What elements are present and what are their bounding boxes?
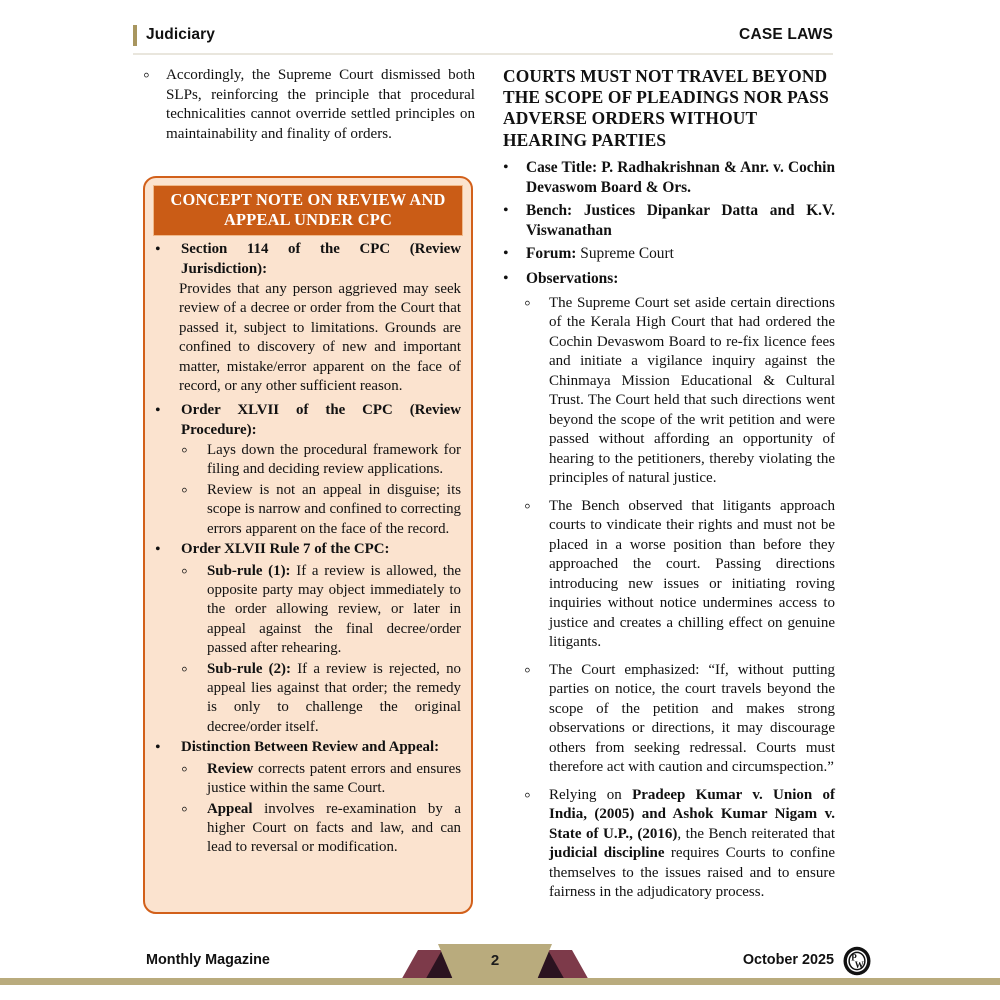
concept-sub-body: If a review is rejected, no appeal lies against that order; the remedy is only to challenge the original decree/order itself.	[207, 660, 461, 735]
list-item	[155, 738, 461, 759]
observations-label: Observations:	[526, 269, 619, 287]
concept-sub-text	[207, 562, 461, 659]
case-meta-label: Case Title:	[526, 158, 598, 176]
list-item	[181, 441, 461, 480]
observations-list	[503, 661, 835, 778]
header-left	[133, 25, 215, 46]
circle-bullet-icon	[524, 661, 549, 683]
list-item	[155, 540, 461, 561]
circle-bullet-icon	[524, 294, 549, 316]
disc-bullet-icon	[503, 158, 526, 179]
case-meta-label: Bench:	[526, 202, 573, 220]
footer-bar	[0, 978, 1000, 985]
circle-bullet-icon	[524, 497, 549, 519]
header-section-title: Judiciary	[146, 26, 215, 43]
citation-middle: , the Bench reiterated that	[677, 825, 835, 842]
list-item	[181, 481, 461, 539]
concept-sub-list	[155, 760, 461, 858]
observation-text: The Bench observed that litigants approach courts to vindicate their rights and must not be placed in a worse position than before they approached the court. Passing directions introducing new issues or initiating roving inquiries without notice undermines access to justice and creates a chilling effect on genuine litigants.	[549, 497, 835, 651]
list-item	[181, 660, 461, 738]
list-item	[503, 244, 835, 265]
concept-sub-lead: Sub-rule (1):	[207, 562, 291, 579]
concept-note-body	[153, 236, 463, 857]
list-item	[503, 269, 835, 290]
footer-right-text: October 2025	[742, 952, 834, 968]
citation-cases: Pradeep Kumar v. Union of India, (2005) and Ashok Kumar Nigam v. State of U.P., (2016)	[549, 786, 835, 842]
svg-text:W: W	[854, 959, 864, 970]
concept-sub-lead: Review	[207, 760, 254, 777]
concept-sub-lead: Sub-rule (2):	[207, 660, 291, 677]
observations-list	[503, 294, 835, 489]
disc-bullet-icon	[503, 244, 526, 265]
page-footer	[0, 930, 1000, 1000]
page-number: 2	[490, 952, 500, 969]
circle-bullet-icon	[181, 760, 207, 782]
disc-bullet-icon	[155, 540, 181, 561]
disc-bullet-icon	[155, 240, 181, 261]
observation-text-citation	[549, 786, 835, 903]
concept-item-heading: Order XLVII of the CPC (Review Procedure):	[181, 402, 461, 438]
list-item	[181, 800, 461, 858]
concept-sub-lead: Appeal	[207, 800, 253, 817]
concept-sub-text	[207, 660, 461, 738]
case-meta-value: Justices Dipankar Datta and K.V. Viswanathan	[526, 202, 835, 239]
list-item	[181, 562, 461, 659]
header-accent-bar	[133, 25, 137, 46]
left-column	[141, 66, 475, 150]
concept-sub-text	[207, 760, 461, 799]
disc-bullet-icon	[155, 738, 181, 759]
concept-note-box	[143, 176, 473, 914]
concept-item-heading: Section 114 of the CPC (Review Jurisdiction):	[181, 241, 461, 277]
concept-sub-list	[155, 441, 461, 539]
list-item	[524, 661, 835, 778]
list-item	[503, 201, 835, 240]
circle-bullet-icon	[141, 66, 166, 88]
list-item	[524, 294, 835, 489]
header-inner	[133, 22, 833, 48]
list-item	[141, 66, 475, 144]
concept-item-heading: Order XLVII Rule 7 of the CPC:	[181, 540, 390, 557]
concept-sub-text: Review is not an appeal in disguise; its scope is narrow and confined to correcting errors apparent on the face of the record.	[207, 481, 461, 537]
case-meta-label: Forum:	[526, 245, 577, 263]
list-item	[524, 497, 835, 653]
concept-sub-body: involves re-examination by a higher Court on facts and law, and can lead to reversal or modification.	[207, 800, 461, 856]
case-meta-value: P. Radhakrishnan & Anr. v. Cochin Devaswom Board & Ors.	[526, 158, 835, 196]
circle-bullet-icon	[181, 441, 207, 463]
concept-sub-body: corrects patent errors and ensures justice within the same Court.	[207, 760, 461, 797]
header-divider	[133, 53, 833, 55]
concept-note-title: CONCEPT NOTE ON REVIEW AND APPEAL UNDER CPC	[153, 185, 463, 236]
lead-paragraph: Accordingly, the Supreme Court dismissed both SLPs, reinforcing the principle that procedural technicalities cannot override settled principles on maintainability and finality of orders.	[166, 67, 475, 142]
observations-list	[503, 497, 835, 653]
observation-text: The Supreme Court set aside certain directions of the Kerala High Court that had ordered the Cochin Devaswom Board to re-fix licence fees and initiate a vigilance inquiry against the Chinmaya Mission Educational & Cultural Trust. The Court held that such directions went beyond the scope of the writ petition and were passed without affording an opportunity of hearing to the petitioners, thereby violating the principles of natural justice.	[549, 294, 835, 487]
case-meta-row	[526, 158, 835, 197]
citation-suffix: requires Courts to confine themselves to the issues raised and to ensure fairness in the adjudicatory process.	[549, 845, 835, 901]
concept-sub-list	[155, 562, 461, 737]
list-item	[155, 240, 461, 279]
pw-logo-icon	[842, 946, 872, 976]
list-item	[503, 158, 835, 197]
concept-item-heading: Distinction Between Review and Appeal:	[181, 739, 440, 756]
svg-text:P: P	[851, 952, 857, 963]
disc-bullet-icon	[155, 401, 181, 422]
observations-list	[503, 786, 835, 903]
header-category-title: CASE LAWS	[739, 26, 833, 43]
case-meta-value: Supreme Court	[576, 245, 674, 263]
right-column	[503, 66, 835, 911]
circle-bullet-icon	[181, 800, 207, 822]
case-heading: COURTS MUST NOT TRAVEL BEYOND THE SCOPE OF PLEADINGS NOR PASS ADVERSE ORDERS WITHOUT HEARING PARTIES	[503, 66, 829, 150]
concept-item-paragraph: Provides that any person aggrieved may seek review of a decree or order from the Court that passed it, subject to limitations. Grounds are confined to discovery of new and important matter, mistake/error apparent on the face of record, or any other sufficient reason.	[179, 281, 461, 394]
case-meta-row	[526, 201, 835, 240]
case-meta-row	[526, 244, 674, 264]
footer-left-text: Monthly Magazine	[146, 952, 270, 968]
circle-bullet-icon	[181, 660, 207, 682]
list-item	[524, 786, 835, 903]
concept-sub-text: Lays down the procedural framework for filing and deciding review applications.	[207, 442, 461, 478]
list-item	[181, 760, 461, 799]
page-header	[0, 0, 1000, 60]
observation-text: The Court emphasized: “If, without putting parties on notice, the court travels beyond the scope of the petition and makes strong observations or directions, it may discourage others from seeking redressal. Courts must therefore act with caution and circumspection.”	[549, 661, 835, 776]
disc-bullet-icon	[503, 269, 526, 290]
circle-bullet-icon	[524, 786, 549, 808]
citation-term: judicial discipline	[549, 845, 665, 862]
disc-bullet-icon	[503, 201, 526, 222]
concept-sub-text	[207, 800, 461, 858]
circle-bullet-icon	[181, 481, 207, 503]
citation-prefix: Relying on	[549, 786, 633, 803]
circle-bullet-icon	[181, 562, 207, 584]
concept-sub-body: If a review is allowed, the opposite party may object immediately to the order allowing review, or later in appeal against the final decree/order passed after rehearing.	[207, 562, 462, 657]
list-item	[155, 401, 461, 440]
